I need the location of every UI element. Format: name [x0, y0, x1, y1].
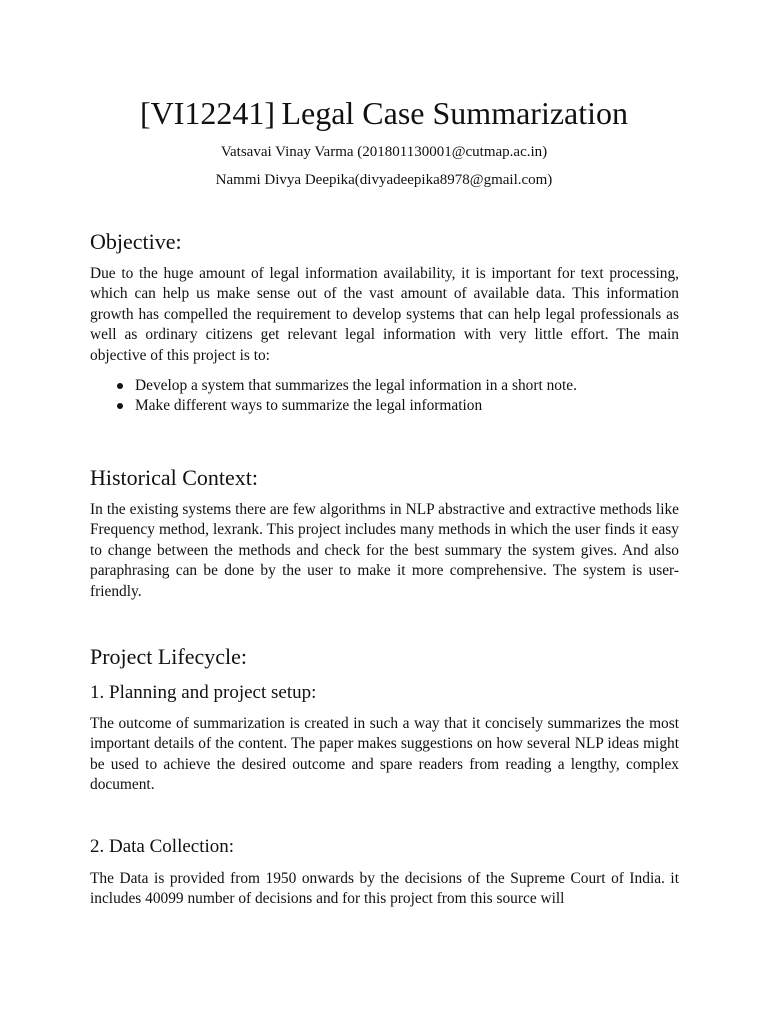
author-line-1: Vatsavai Vinay Varma (201801130001@cutmap.ac.in) [220, 144, 548, 160]
objective-bullet-text: Make different ways to summarize the legal information [135, 397, 483, 415]
data-collection-paragraph: The Data is provided from 1950 onwards by the decisions of the Supreme Court of India. it includes 40099 number of decisions and for this project from this source will [90, 870, 679, 908]
bullet-icon [117, 383, 123, 389]
objective-bullet-item [90, 396, 679, 416]
data-collection-heading: 2. Data Collection: [90, 836, 235, 857]
planning-heading: 1. Planning and project setup: [90, 682, 317, 703]
objective-paragraph: Due to the huge amount of legal information availability, it is important for text processing, which can help us make sense out of the vast amount of available data. This information growth has compelled the requirement to develop systems that can help legal professionals as well as ordinary citizens get relevant legal information with very little effort. The main objective of this project is to: [90, 265, 679, 364]
objective-bullet-item [90, 376, 679, 396]
historical-context-heading: Historical Context: [90, 465, 259, 490]
planning-paragraph: The outcome of summarization is created in such a way that it concisely summarizes the most important details of the content. The paper makes suggestions on how several NLP ideas might be used to achieve the desired outcome and spare readers from reading a lengthy, complex document. [90, 715, 679, 794]
author-line-2: Nammi Divya Deepika(divyadeepika8978@gmail.com) [215, 172, 553, 188]
objective-heading: Objective: [90, 229, 182, 254]
bullet-icon [117, 403, 123, 409]
document-title: [VI12241] Legal Case Summarization [139, 95, 629, 131]
historical-context-paragraph: In the existing systems there are few algorithms in NLP abstractive and extractive methods like Frequency method, lexrank. This project includes many methods in which the user finds it easy to change between the methods and check for the best summary the system gives. And also paraphrasing can be done by the user to make it more comprehensive. The system is user-friendly. [90, 501, 679, 600]
project-lifecycle-heading: Project Lifecycle: [90, 644, 247, 669]
objective-bullet-text: Develop a system that summarizes the legal information in a short note. [135, 377, 577, 394]
objective-bullet-list [90, 376, 679, 417]
